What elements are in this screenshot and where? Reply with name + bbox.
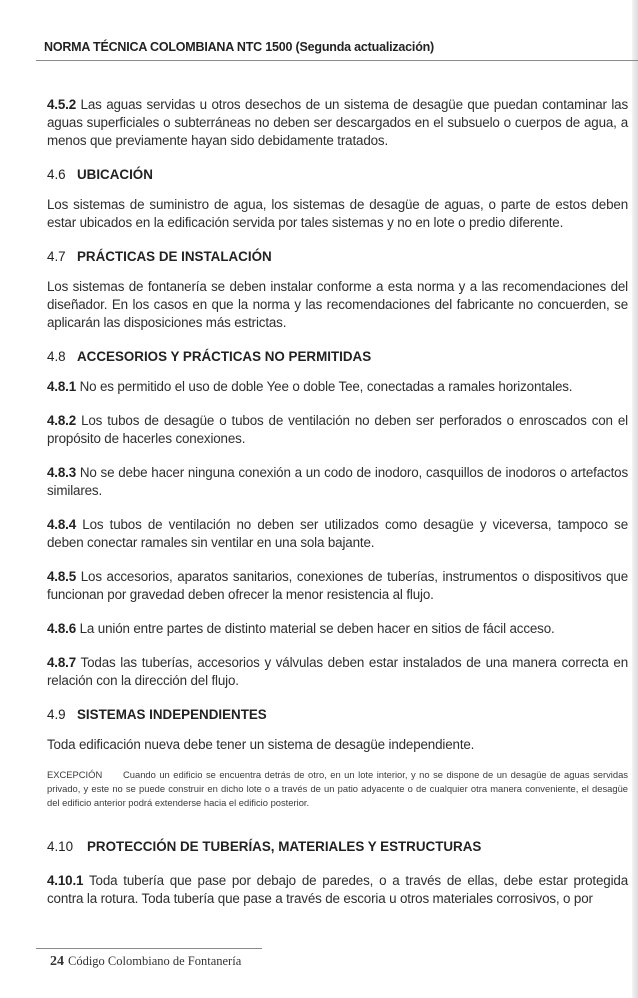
footer-title: Código Colombiano de Fontanería — [68, 954, 242, 968]
header-rule — [36, 60, 638, 61]
section-number: 4.8.7 — [47, 655, 77, 670]
paragraph-4-9: Toda edificación nueva debe tener un sistema de desagüe independiente. — [47, 737, 475, 752]
paragraph-4-8-4 — [47, 516, 628, 552]
paragraph-text: Toda tubería que pase por debajo de paredes, o a través de ellas, debe estar protegida contra la rotura. Toda tubería que pase a través de escoria u otros materiales corrosivos, o por — [47, 873, 628, 906]
heading-number: 4.9 — [47, 707, 66, 722]
section-number: 4.8.1 — [47, 379, 77, 394]
heading-title: ACCESORIOS Y PRÁCTICAS NO PERMITIDAS — [77, 349, 372, 364]
page-number: 24 — [50, 954, 64, 969]
paragraph-text: No es permitido el uso de doble Yee o doble Tee, conectadas a ramales horizontales. — [76, 379, 573, 394]
page-body — [47, 96, 628, 908]
heading-title: SISTEMAS INDEPENDIENTES — [77, 707, 267, 722]
exception-note — [47, 768, 628, 810]
paragraph-4-8-5 — [47, 568, 628, 604]
paragraph-4-10-1 — [47, 872, 628, 908]
footer-rule — [36, 948, 262, 949]
heading-4-8 — [47, 348, 628, 366]
section-number: 4.10.1 — [47, 873, 84, 888]
section-number: 4.8.2 — [47, 413, 77, 428]
heading-number: 4.10 — [47, 839, 74, 854]
paragraph-text: Todas las tuberías, accesorios y válvulas deben estar instalados de una manera correcta en relación con la dirección del flujo. — [47, 655, 628, 688]
paragraph-text: Los tubos de desagüe o tubos de ventilación no deben ser perforados o enroscados con el propósito de hacerles conexiones. — [47, 413, 628, 446]
heading-title: UBICACIÓN — [77, 167, 153, 182]
heading-4-7 — [47, 248, 628, 266]
heading-4-6 — [47, 166, 628, 184]
heading-4-9 — [47, 706, 628, 724]
exception-text: Cuando un edificio se encuentra detrás de otro, en un lote interior, y no se dispone de un desagüe de aguas servidas privado, y este no se puede construir en dicho lote o a través de un patio adyacente o de cualquier otra manera conveniente, el desagüe del edificio anterior podrá extenderse hacia el edificio posterior. — [47, 769, 628, 808]
paragraph-4-8-6 — [47, 620, 628, 638]
section-number: 4.8.3 — [47, 465, 77, 480]
paragraph-4-7: Los sistemas de fontanería se deben instalar conforme a esta norma y a las recomendaciones del diseñador. En los casos en que la norma y las recomendaciones del fabricante no concuerden, se aplicarán las disposiciones más estrictas. — [47, 279, 628, 330]
paragraph-4-6: Los sistemas de suministro de agua, los sistemas de desagüe de aguas, o parte de estos deben estar ubicados en la edificación servida por tales sistemas y no en lote o predio diferente. — [47, 197, 628, 230]
page-edge-shadow — [632, 0, 638, 998]
paragraph-text: La unión entre partes de distinto material se deben hacer en sitios de fácil acceso. — [76, 621, 555, 636]
paragraph-text: Las aguas servidas u otros desechos de un sistema de desagüe que puedan contaminar las aguas superficiales o subterráneas no deben ser descargados en el subsuelo o cuerpos de agua, a menos que previamente hayan sido debidamente tratados. — [47, 97, 628, 148]
paragraph-text: Los tubos de ventilación no deben ser utilizados como desagüe y viceversa, tampoco se deben conectar ramales sin ventilar en una sola bajante. — [47, 517, 628, 550]
section-number: 4.8.5 — [47, 569, 77, 584]
exception-label: EXCEPCIÓN — [47, 769, 103, 780]
paragraph-text: Los accesorios, aparatos sanitarios, conexiones de tuberías, instrumentos o dispositivos que funcionan por gravedad deben ofrecer la menor resistencia al flujo. — [47, 569, 628, 602]
heading-title: PRÁCTICAS DE INSTALACIÓN — [77, 249, 272, 264]
heading-number: 4.8 — [47, 349, 66, 364]
paragraph-4-8-1 — [47, 378, 628, 396]
running-footer — [50, 954, 241, 970]
paragraph-4-8-2 — [47, 412, 628, 448]
heading-number: 4.6 — [47, 167, 66, 182]
paragraph-4-8-3 — [47, 464, 628, 500]
heading-number: 4.7 — [47, 249, 66, 264]
paragraph-4-5-2 — [47, 96, 628, 150]
section-number: 4.5.2 — [47, 97, 77, 112]
paragraph-4-8-7 — [47, 654, 628, 690]
section-number: 4.8.6 — [47, 621, 77, 636]
running-header: NORMA TÉCNICA COLOMBIANA NTC 1500 (Segunda actualización) — [44, 40, 435, 54]
section-number: 4.8.4 — [47, 517, 77, 532]
heading-4-10 — [47, 838, 628, 856]
paragraph-text: No se debe hacer ninguna conexión a un codo de inodoro, casquillos de inodoros o artefactos similares. — [47, 465, 628, 498]
heading-title: PROTECCIÓN DE TUBERÍAS, MATERIALES Y ESTRUCTURAS — [87, 839, 482, 854]
